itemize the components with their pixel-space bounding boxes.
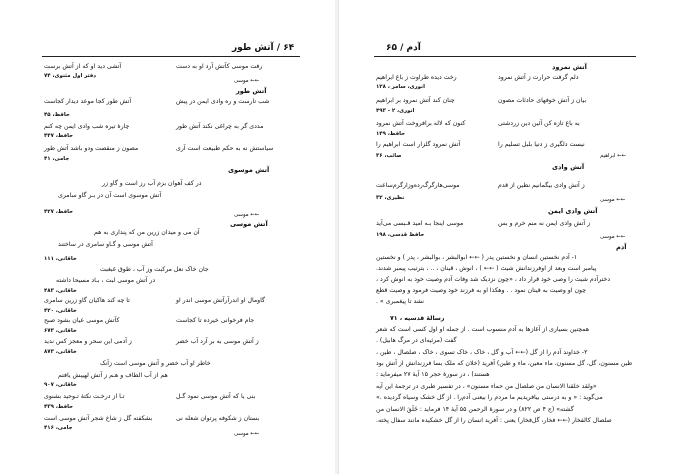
right-para-line: می‌گوید : « و به درستی بیافریدیم ما مردم را بیعنی آدم‌را . از گل خشک وسیاه گردیده .»	[376, 394, 603, 401]
right-citation: حافظ قدسی، ۱۹۸	[376, 232, 425, 238]
left-heading: آتش موسوی	[228, 166, 270, 174]
left-line: خاطر او آب خضر و آتش موسی است زآنک	[100, 360, 211, 367]
left-citation: خاقانی، ۶۷۳	[44, 328, 77, 334]
right-para-line: طین مسنون، گل، گل مسنون، ماء معین، ماء و طین) آفرید (خلان که ملک بسا فرزندانش از آتش بود	[376, 360, 633, 367]
right-line: ز آتش وادی بیگمانیم نطین از قدم	[498, 182, 585, 189]
left-line: در کف آهوان بزم آب رز است و گاو زر	[102, 180, 202, 187]
left-citation: جامی، ۴۱۶	[44, 425, 73, 431]
right-heading: آتش نمرود	[552, 63, 587, 71]
right-cross-reference: ←← موسی	[600, 197, 626, 203]
left-line: شب تارست و ره وادی ایمن در پیش	[176, 98, 270, 105]
left-line: جان خاک نعل مرکبت وز آب ، طوق غبغبت	[100, 266, 209, 273]
left-line: هم از آب الطاف و هـم ز آتش لهیبش یافتم	[58, 372, 168, 379]
left-page	[0, 0, 335, 474]
left-line: کآتش موسی عیان بشود صبح	[44, 317, 120, 324]
right-para-line: دخترآدم شیث را وصی خود قرار داد ، «چون نزدیک شد وفات آدم وصیت خود به انوش کرد ،	[376, 276, 611, 283]
left-line: آن می و میدان زرین من که پنداری به هم	[94, 229, 200, 236]
left-line: جام فرخوانی خیرده تا کجاست	[176, 317, 255, 324]
right-line: ز آتش وادی ایمن نه منم خرم و بس	[498, 220, 591, 227]
right-heading: آتش وادی	[552, 163, 585, 171]
right-page	[339, 0, 674, 474]
right-para-line: ۱- آدم نخستین انسان و نخستین پدر ( ←← ابوالبشر ، بوالبشر ، پدر ) و نخستین	[376, 254, 578, 261]
right-para-line: هستند) ، در سورهٔ حجر ۱۵ آیهٔ ۲۷ میفرماید :	[376, 371, 490, 378]
left-line: آتشی دید او که از آتش برست	[44, 63, 122, 70]
right-line: بیان ز آتش خوفهای حادثات مصون	[498, 97, 587, 104]
left-line: سیاستش نه به حکم طبیعت است آری	[176, 145, 274, 152]
right-citation: صائب، ۳۶	[376, 153, 402, 159]
left-line: آتش طور کجا موعد دیدار کجاست	[44, 98, 132, 105]
right-page-header: آدم / ۶۵	[386, 43, 421, 53]
left-cross-reference: ←← موسی	[234, 431, 260, 437]
left-line: مصون ز منقصت ودو باشد آتش طور	[44, 145, 139, 152]
right-para-line: گشته» (ج ۴ ص ۸۲۲) و در سورهٔ الرحمن ۵۵ آیهٔ ۱۴ فرماید : خَلَقَ الانسان من	[376, 406, 574, 413]
right-citation: حافظ، ۱۴۹	[376, 131, 406, 137]
right-line: دلم گرفت حرارت ز آتش نمرود	[498, 74, 579, 81]
left-cross-reference: ←← موسی	[234, 212, 260, 218]
right-para-line: ۲- خداوند آدم را از گل (←← آب و گل ، خاک ، خاک تسوی ، خاک ، صلصال ، طین ،	[376, 349, 588, 356]
left-citation: حافظ، ۴۵	[44, 112, 70, 118]
right-line: چنان کند آتش نمرود بر ابراهیم	[376, 97, 455, 104]
left-line: ز آدمی این سحر و معجز کس ندید	[44, 338, 132, 345]
right-line: موسی اینجا بـه امید قـبسی می‌آید	[376, 220, 464, 227]
right-para-citation: رسالهٔ قدسیه ، ۷۱	[390, 315, 445, 322]
left-header-rule	[42, 56, 300, 57]
left-line: تا چه کند هاکیان گاو زرین سامری	[44, 297, 130, 304]
right-para-line: پیامبر است وبعد از اوفرزندانش شیث ( ←← ) ، انوش ، قینان ، .. ، بترتیب پیمبر شدند.	[376, 265, 597, 272]
right-citation: انوری، سامر ، ۱۲۸	[376, 84, 425, 90]
left-citation: خاقانی، ۱۱۱	[44, 256, 77, 262]
left-line: تـا از درخـت نکتهٔ تـوحید بشنوی	[44, 393, 125, 400]
left-citation: خاقانی، ۴۸۳	[44, 288, 77, 294]
right-para-line: نشد تا پیغمبری » .	[376, 298, 424, 305]
right-para-line: چون او وصیت به قینان نمود . . وهکذا او به فرزند خود وصیت فرمود و وصیت قطع	[376, 287, 587, 294]
left-heading: آتش طور	[236, 87, 267, 95]
right-para-line: گفت (مرثیه‌ای در مرگ هابیل) .	[376, 337, 457, 344]
right-cross-reference: ←← ابراهیم	[600, 153, 627, 159]
left-line: ز آتش موسی به بر آرد آب خضر	[176, 338, 259, 345]
left-heading: آتش موسی	[230, 220, 268, 228]
left-line: آتش موسی و گـاو سامری در ساختند	[58, 241, 153, 248]
right-para-line: صلصال کالفخار (←← فخار، گل‌فخار) یعنی : آفرید انسان را از گل خشکیده مانند سفال پخته.	[376, 417, 612, 424]
right-line: به باغ تازه کن آئین دین زردشتی	[498, 120, 580, 127]
left-line: رفت موسی کآتش آرد او به دست	[176, 63, 263, 70]
right-para-line: همچنین بسیاری از آغازها به آدم منسوب است . از جمله او اول کسی است که شعر	[376, 326, 590, 333]
left-cross-reference: ←← موسی	[234, 78, 260, 84]
left-line: آتش موسوی است آن در بـر گاو سامری	[58, 192, 162, 199]
left-citation: جامی، ۴۱	[44, 156, 70, 162]
left-citation: خاقانی، ۹۰۷	[44, 382, 77, 388]
left-line: گاومال او اندرآرآتش موسی اندر او	[176, 297, 266, 304]
right-header-rule	[374, 56, 636, 57]
right-citation: انوری، ۲ - ۴۹۳	[376, 108, 415, 114]
right-cross-reference: ←← موسی	[600, 234, 626, 240]
left-page-header: ۶۴ / آتش طور	[232, 43, 295, 53]
right-line: کنون که لاله برافروخت آتش نمرود	[376, 120, 466, 127]
right-line: رخت دیده طراوت ز باغ ابراهیم	[376, 74, 457, 81]
right-heading: آتش وادی ایمن	[548, 207, 598, 215]
left-line: بستان ز شکوفه پرتوان شعله نی	[176, 415, 260, 422]
left-citation: حافظ، ۴۴۷	[44, 133, 74, 139]
left-citation: دفتر اول مثنوی، ۷۴	[44, 73, 97, 79]
right-line: آتش نمرود گلزار است ابراهیم را	[376, 141, 461, 148]
left-citation: خاقانی، ۴۲۰	[44, 308, 77, 314]
left-line: چارهٔ تیره شب وادی ایمن چه کنم	[44, 123, 130, 130]
left-citation: حافظ، ۴۲۷	[44, 209, 74, 215]
left-line: مددی گر به چراغی نکند آتش طور	[176, 123, 264, 130]
left-line: بشکفته گل ز شاخ شجر آتش موسی است	[44, 415, 153, 422]
left-line: در آتش موسی لبت ، بـاد مسیحا داشته	[56, 277, 156, 284]
left-citation: حافظ، ۴۳۹	[44, 404, 74, 410]
right-heading: آدم	[616, 243, 627, 251]
right-line: موسی‌ها‌رگرگ‌رده‌وزا‌رگرم‌ساعت	[376, 182, 460, 189]
left-citation: خاقانی، ۸۷۳	[44, 349, 77, 355]
right-line: نیست دلگیری ز دنیا بلبل تسلیم را	[498, 141, 585, 148]
right-citation: نظیری، ۳۲	[376, 195, 405, 201]
left-line: بنی یا که آتش موسی نمود گـل	[176, 393, 256, 400]
right-para-line: «ولقد خلقنا الانسان من صلصال من حماء مسنون» ، در تفسیر طبری در ترجمهٔ این آیه	[376, 383, 597, 390]
